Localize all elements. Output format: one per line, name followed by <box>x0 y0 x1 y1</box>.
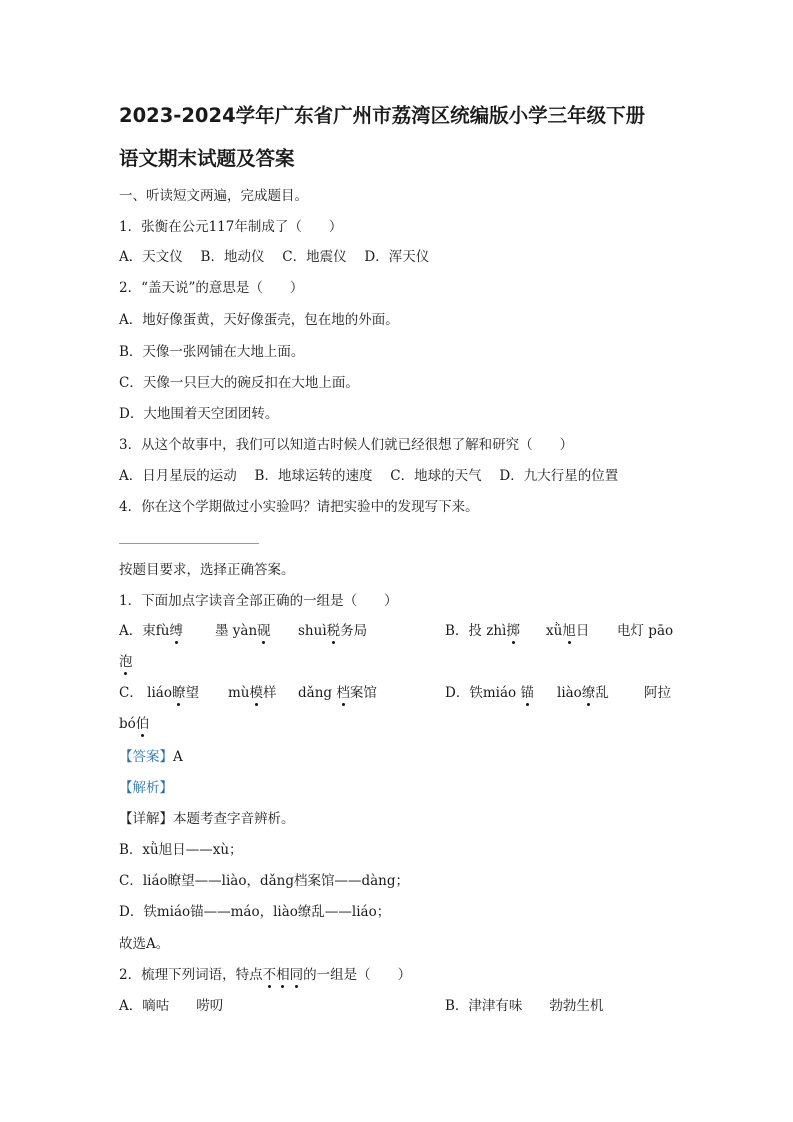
answer-line <box>119 748 183 766</box>
analysis-label: 【解析】 <box>119 780 173 796</box>
question-1-options: A．天文仪 B．地动仪 C．地震仪 D．浑天仪 <box>119 249 430 265</box>
question-2-option-a: A．地好像蛋黄，天好像蛋壳，包在地的外面。 <box>119 312 399 328</box>
question-3: 3．从这个故事中，我们可以知道古时候人们就已经很想了解和研究（ ） <box>119 437 574 453</box>
option-c-word-3: dǎng 档案馆 <box>298 685 377 701</box>
question-2-option-a-words: A．嘀咕 唠叨 <box>119 998 224 1014</box>
question-1: 1．张衡在公元117年制成了（ ） <box>119 219 343 235</box>
option-d-word-3: 阿拉 <box>644 685 671 701</box>
section-2-heading: 按题目要求，选择正确答案。 <box>119 562 295 578</box>
option-a-word-2: 墨 yàn砚 <box>215 623 271 639</box>
option-d-word-2: liào缭乱 <box>557 685 609 701</box>
question-2: 2．“盖天说”的意思是（ ） <box>119 280 304 296</box>
section-2-question-1: 1．下面加点字读音全部正确的一组是（ ） <box>119 593 398 609</box>
question-2-option-c: C．天像一只巨大的碗反扣在大地上面。 <box>119 375 359 391</box>
option-a-word-1: A．束fù缚 <box>119 623 183 639</box>
detail-c: C．liáo瞭望——liào，dǎng档案馆——dàng； <box>119 873 410 889</box>
option-c-word-2: mù模样 <box>228 685 277 701</box>
section-1-heading: 一、听读短文两遍，完成题目。 <box>119 188 308 204</box>
section-2-question-2: 2．梳理下列词语，特点不相同的一组是（ ） <box>119 967 412 983</box>
conclusion: 故选A。 <box>119 936 170 952</box>
detail-d: D．铁miáo锚——máo，liào缭乱——liáo； <box>119 904 391 920</box>
answer-value: A <box>173 749 183 765</box>
answer-label: 【答案】 <box>119 749 173 765</box>
question-3-options: A．日月星辰的运动 B．地球运转的速度 C．地球的天气 D．九大行星的位置 <box>119 468 619 484</box>
option-b-word-3-wrap: 泡 <box>119 654 133 670</box>
option-b-word-2: xǜ旭日 <box>546 623 590 639</box>
option-c-word-1: C． liáo瞭望 <box>119 685 199 701</box>
document-title-line-2: 语文期末试题及答案 <box>119 147 295 170</box>
option-a-word-3: shuì税务局 <box>298 623 368 639</box>
document-title-line-1: 2023-2024学年广东省广州市荔湾区统编版小学三年级下册 <box>119 104 646 127</box>
option-b-word-1: B．投 zhì掷 <box>445 623 520 639</box>
divider <box>119 543 259 544</box>
option-d-word-3-wrap: bó伯 <box>119 716 150 732</box>
option-d-word-1: D．铁miáo 锚 <box>445 685 534 701</box>
option-b-word-3: 电灯 pāo <box>617 623 674 639</box>
question-2-option-b-words: B．津津有味 勃勃生机 <box>445 998 604 1014</box>
question-2-option-d: D．大地围着天空团团转。 <box>119 406 279 422</box>
question-4: 4．你在这个学期做过小实验吗？请把实验中的发现写下来。 <box>119 499 479 515</box>
detail-heading: 【详解】本题考查字音辨析。 <box>119 811 295 827</box>
question-2-option-b: B．天像一张网铺在大地上面。 <box>119 344 305 360</box>
detail-b: B．xǜ旭日——xù； <box>119 842 243 858</box>
